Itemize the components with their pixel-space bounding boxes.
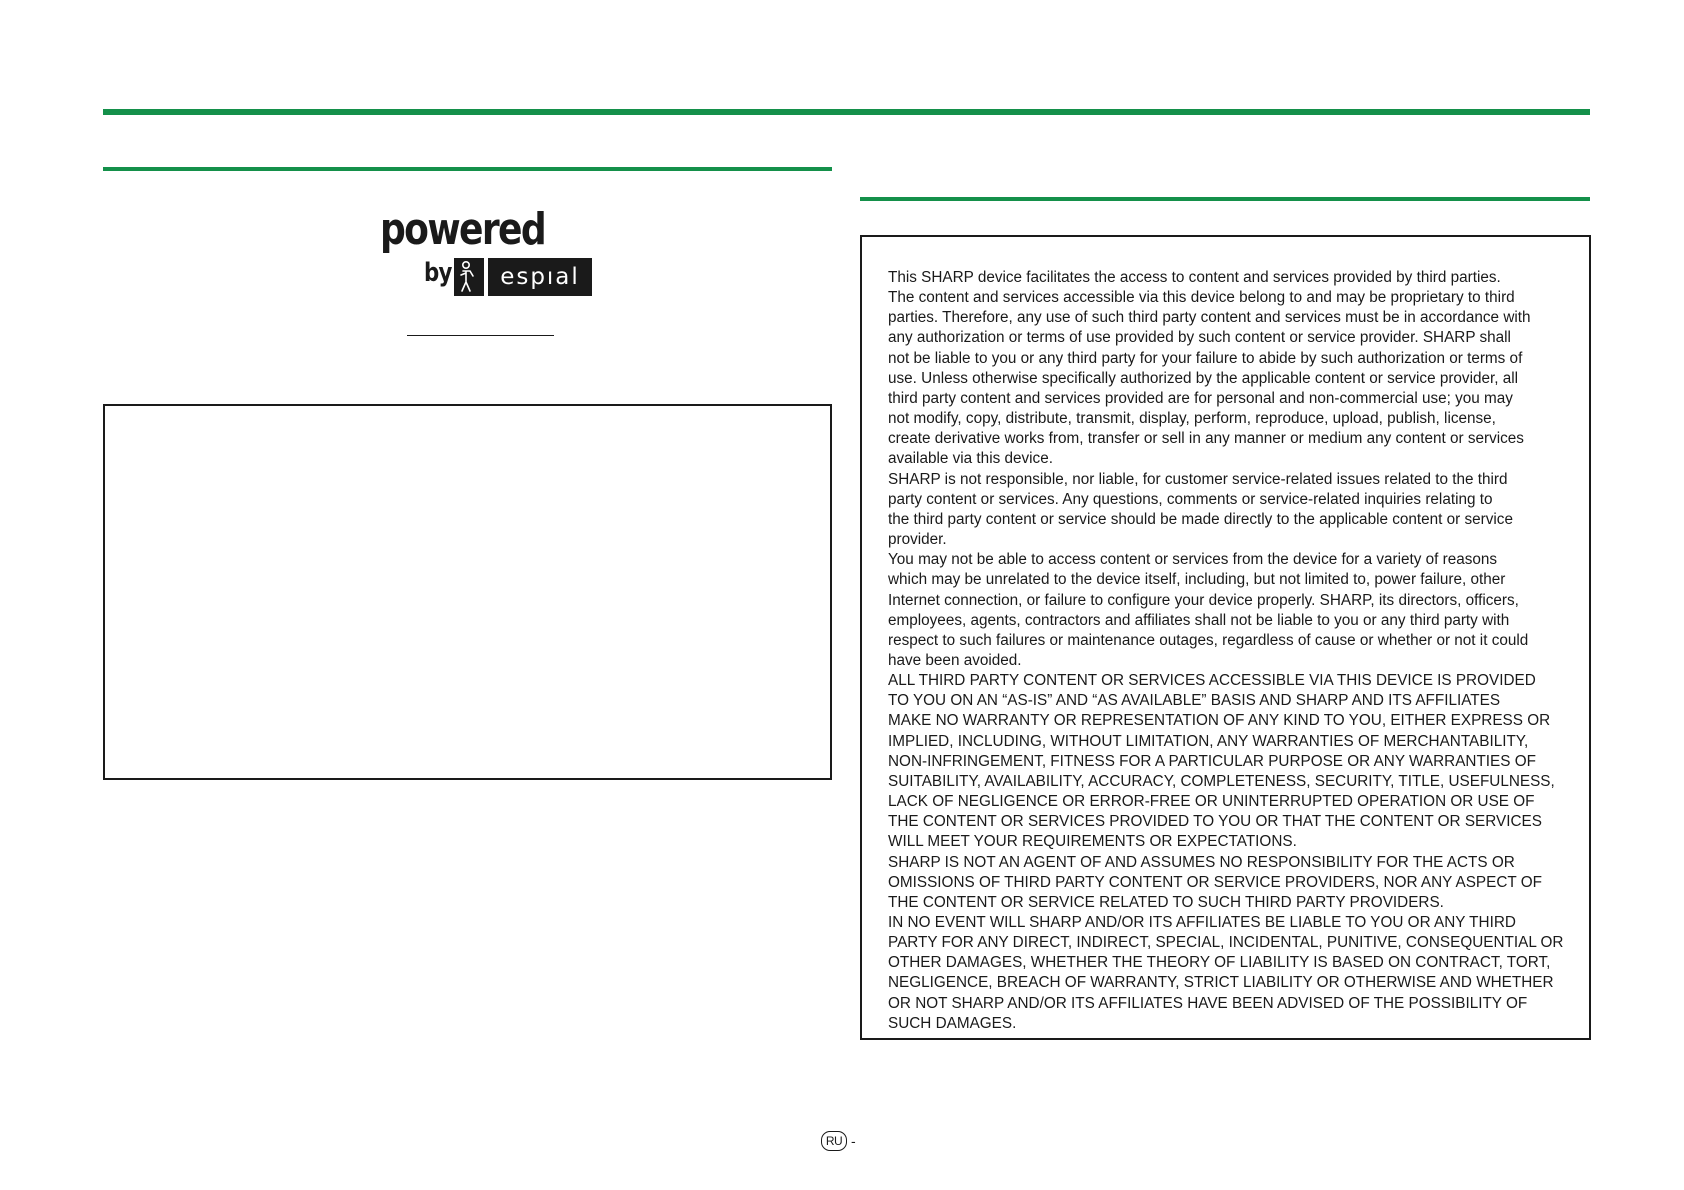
disclaimer-line: employees, agents, contractors and affiliates shall not be liable to you or any third party with	[888, 611, 1510, 629]
logo-brand-box: espıal	[488, 258, 592, 296]
disclaimer-line: PARTY FOR ANY DIRECT, INDIRECT, SPECIAL, INCIDENTAL, PUNITIVE, CONSEQUENTIAL OR	[888, 934, 1564, 952]
disclaimer-line: IMPLIED, INCLUDING, WITHOUT LIMITATION, ANY WARRANTIES OF MERCHANTABILITY,	[888, 732, 1529, 750]
disclaimer-line: NON-INFRINGEMENT, FITNESS FOR A PARTICULAR PURPOSE OR ANY WARRANTIES OF	[888, 752, 1536, 770]
disclaimer-line: respect to such failures or maintenance outages, regardless of cause or whether or not it could	[888, 631, 1529, 649]
disclaimer-line: SUCH DAMAGES.	[888, 1014, 1017, 1032]
logo-underline	[407, 335, 554, 336]
disclaimer-line: IN NO EVENT WILL SHARP AND/OR ITS AFFILIATES BE LIABLE TO YOU OR ANY THIRD	[888, 914, 1516, 931]
disclaimer-line: WILL MEET YOUR REQUIREMENTS OR EXPECTATIONS.	[888, 833, 1297, 851]
language-badge: RU	[821, 1131, 847, 1151]
disclaimer-line: MAKE NO WARRANTY OR REPRESENTATION OF ANY KIND TO YOU, EITHER EXPRESS OR	[888, 712, 1551, 730]
disclaimer-line: TO YOU ON AN “AS-IS” AND “AS AVAILABLE” BASIS AND SHARP AND ITS AFFILIATES	[888, 692, 1501, 710]
right-section-rule	[860, 197, 1590, 201]
disclaimer-line: LACK OF NEGLIGENCE OR ERROR-FREE OR UNINTERRUPTED OPERATION OR USE OF	[888, 793, 1535, 811]
disclaimer-line: any authorization or terms of use provided by such content or service provider. SHARP shall	[888, 329, 1511, 347]
header-rule	[103, 109, 1590, 115]
disclaimer-line: available via this device.	[888, 450, 1053, 468]
disclaimer-line: create derivative works from, transfer or sell in any manner or medium any content or services	[888, 430, 1524, 448]
disclaimer-line: This SHARP device facilitates the access to content and services provided by third parties.	[888, 269, 1501, 286]
disclaimer-line: have been avoided.	[888, 651, 1022, 669]
disclaimer-line: OMISSIONS OF THIRD PARTY CONTENT OR SERVICE PROVIDERS, NOR ANY ASPECT OF	[888, 873, 1542, 891]
disclaimer-line: NEGLIGENCE, BREACH OF WARRANTY, STRICT LIABILITY OR OTHERWISE AND WHETHER	[888, 974, 1554, 992]
powered-by-espial-logo	[380, 204, 600, 298]
page-number	[821, 1130, 856, 1150]
logo-powered-text: powered	[380, 204, 546, 255]
disclaimer-line: SUITABILITY, AVAILABILITY, ACCURACY, COMPLETENESS, SECURITY, TITLE, USEFULNESS,	[888, 772, 1555, 790]
disclaimer-text	[888, 268, 1588, 1034]
disclaimer-line: THE CONTENT OR SERVICE RELATED TO SUCH THIRD PARTY PROVIDERS.	[888, 893, 1444, 911]
disclaimer-line: use. Unless otherwise specifically authorized by the applicable content or service provider, all	[888, 369, 1519, 387]
disclaimer-line: THE CONTENT OR SERVICES PROVIDED TO YOU OR THAT THE CONTENT OR SERVICES	[888, 813, 1542, 831]
person-figure-icon	[454, 258, 484, 296]
disclaimer-line: You may not be able to access content or services from the device for a variety of reasons	[888, 551, 1498, 569]
disclaimer-line: SHARP is not responsible, nor liable, for customer service-related issues related to the third	[888, 470, 1508, 488]
empty-note-frame	[103, 404, 832, 780]
left-section-rule	[103, 167, 832, 171]
disclaimer-line: not be liable to you or any third party for your failure to abide by such authorization or terms of	[888, 349, 1523, 367]
disclaimer-line: which may be unrelated to the device itself, including, but not limited to, power failure, other	[888, 571, 1506, 589]
disclaimer-line: provider.	[888, 531, 947, 549]
disclaimer-line: the third party content or service should be made directly to the applicable content or service	[888, 510, 1513, 528]
disclaimer-line: third party content and services provided are for personal and non-commercial use; you may	[888, 389, 1513, 407]
disclaimer-line: ALL THIRD PARTY CONTENT OR SERVICES ACCESSIBLE VIA THIS DEVICE IS PROVIDED	[888, 672, 1536, 690]
disclaimer-line: The content and services accessible via this device belong to and may be proprietary to third	[888, 289, 1515, 307]
disclaimer-line: SHARP IS NOT AN AGENT OF AND ASSUMES NO RESPONSIBILITY FOR THE ACTS OR	[888, 853, 1515, 871]
disclaimer-line: OR NOT SHARP AND/OR ITS AFFILIATES HAVE BEEN ADVISED OF THE POSSIBILITY OF	[888, 994, 1528, 1012]
disclaimer-line: party content or services. Any questions, comments or service-related inquiries relating to	[888, 490, 1493, 508]
disclaimer-line: Internet connection, or failure to configure your device properly. SHARP, its directors, officers,	[888, 591, 1519, 609]
disclaimer-line: parties. Therefore, any use of such third party content and services must be in accordance with	[888, 309, 1531, 327]
page-dash: -	[851, 1133, 856, 1150]
disclaimer-line: not modify, copy, distribute, transmit, display, perform, reproduce, upload, publish, license,	[888, 410, 1496, 428]
disclaimer-line: OTHER DAMAGES, WHETHER THE THEORY OF LIABILITY IS BASED ON CONTRACT, TORT,	[888, 954, 1551, 972]
logo-by-text: by	[424, 258, 452, 288]
